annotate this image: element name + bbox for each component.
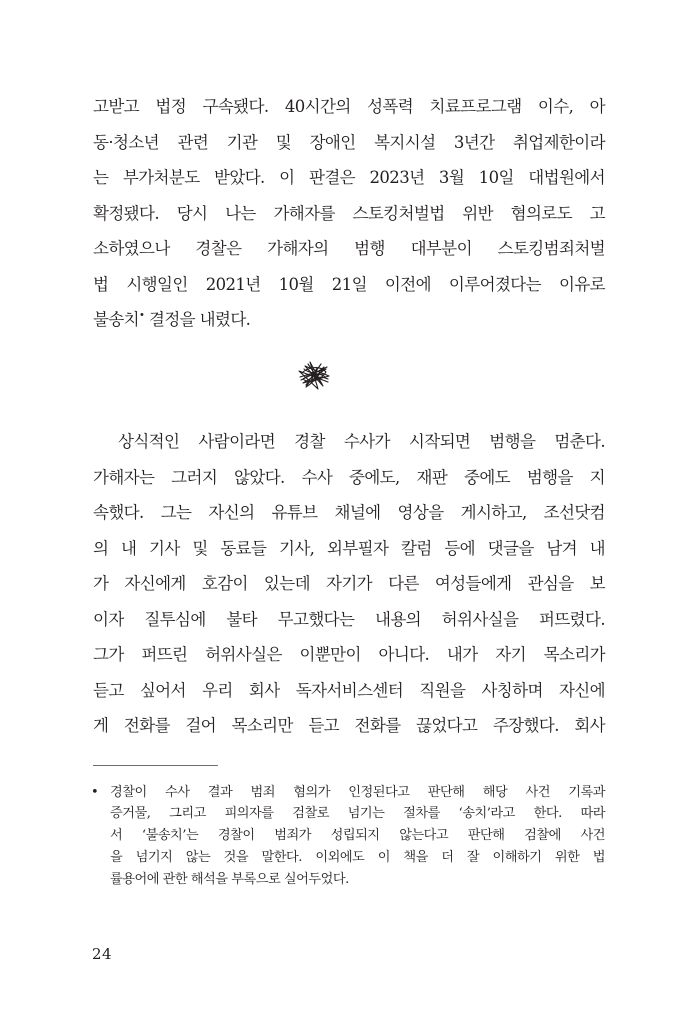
page-number: 24 [92, 945, 113, 963]
footnote-marker[interactable]: • [139, 310, 145, 322]
paragraph-2-line-1: 상식적인 사람이라면 경찰 수사가 시작되면 범행을 멈춘다. [118, 432, 605, 451]
footnote-line-2: 증거물, 그리고 피의자를 검찰로 넘기는 절차를 ‘송치’라고 한다. 따라 [110, 806, 605, 821]
paragraph-1-line-7-rest: 결정을 내렸다. [144, 310, 251, 329]
footnote-line-3: 서 ‘불송치’는 경찰이 범죄가 성립되지 않는다고 판단해 검찰에 사건 [110, 828, 605, 843]
paragraph-1-line-2: 동·청소년 관련 기관 및 장애인 복지시설 3년간 취업제한이라 [93, 133, 605, 152]
paragraph-2-line-8: 듣고 싶어서 우리 회사 독자서비스센터 직원을 사칭하며 자신에 [93, 681, 605, 700]
paragraph-2-line-6: 이자 질투심에 불타 무고했다는 내용의 허위사실을 퍼뜨렸다. [93, 610, 605, 629]
paragraph-1-line-1: 고받고 법정 구속됐다. 40시간의 성폭력 치료프로그램 이수, 아 [93, 97, 605, 116]
term-non-referral: 불송치 [93, 310, 140, 329]
paragraph-1-line-4: 확정됐다. 당시 나는 가해자를 스토킹처벌법 위반 혐의로도 고 [93, 204, 605, 223]
paragraph-1-line-3: 는 부가처분도 받았다. 이 판결은 2023년 3월 10일 대법원에서 [93, 168, 605, 187]
paragraph-2-line-4: 의 내 기사 및 동료들 기사, 외부필자 칼럼 등에 댓글을 남겨 내 [93, 539, 605, 558]
footnote-line-1: 경찰이 수사 결과 범죄 혐의가 인정된다고 판단해 해당 사건 기록과 [110, 785, 605, 800]
paragraph-2-line-3: 속했다. 그는 자신의 유튜브 채널에 영상을 게시하고, 조선닷컴 [93, 503, 605, 522]
scribble-ornament-icon [296, 357, 332, 393]
footnote-separator [93, 765, 218, 766]
paragraph-1-line-7 [93, 310, 250, 330]
paragraph-2-line-2: 가해자는 그러지 않았다. 수사 중에도, 재판 중에도 범행을 지 [93, 468, 605, 487]
footnote-line-5: 률용어에 관한 해석을 부록으로 실어두었다. [110, 872, 349, 887]
paragraph-2-line-7: 그가 퍼뜨린 허위사실은 이뿐만이 아니다. 내가 자기 목소리가 [93, 645, 605, 664]
paragraph-2-line-5: 가 자신에게 호감이 있는데 자기가 다른 여성들에게 관심을 보 [93, 574, 605, 593]
footnote-bullet: • [91, 785, 99, 800]
footnote-line-4: 을 넘기지 않는 것을 말한다. 이외에도 이 책을 더 잘 이해하기 위한 법 [110, 850, 605, 865]
paragraph-1-line-6: 법 시행일인 2021년 10월 21일 이전에 이루어졌다는 이유로 [93, 275, 605, 294]
paragraph-1-line-5: 소하였으나 경찰은 가해자의 범행 대부분이 스토킹범죄처벌 [93, 239, 605, 258]
paragraph-2-line-9: 게 전화를 걸어 목소리만 듣고 전화를 끊었다고 주장했다. 회사 [93, 716, 605, 735]
